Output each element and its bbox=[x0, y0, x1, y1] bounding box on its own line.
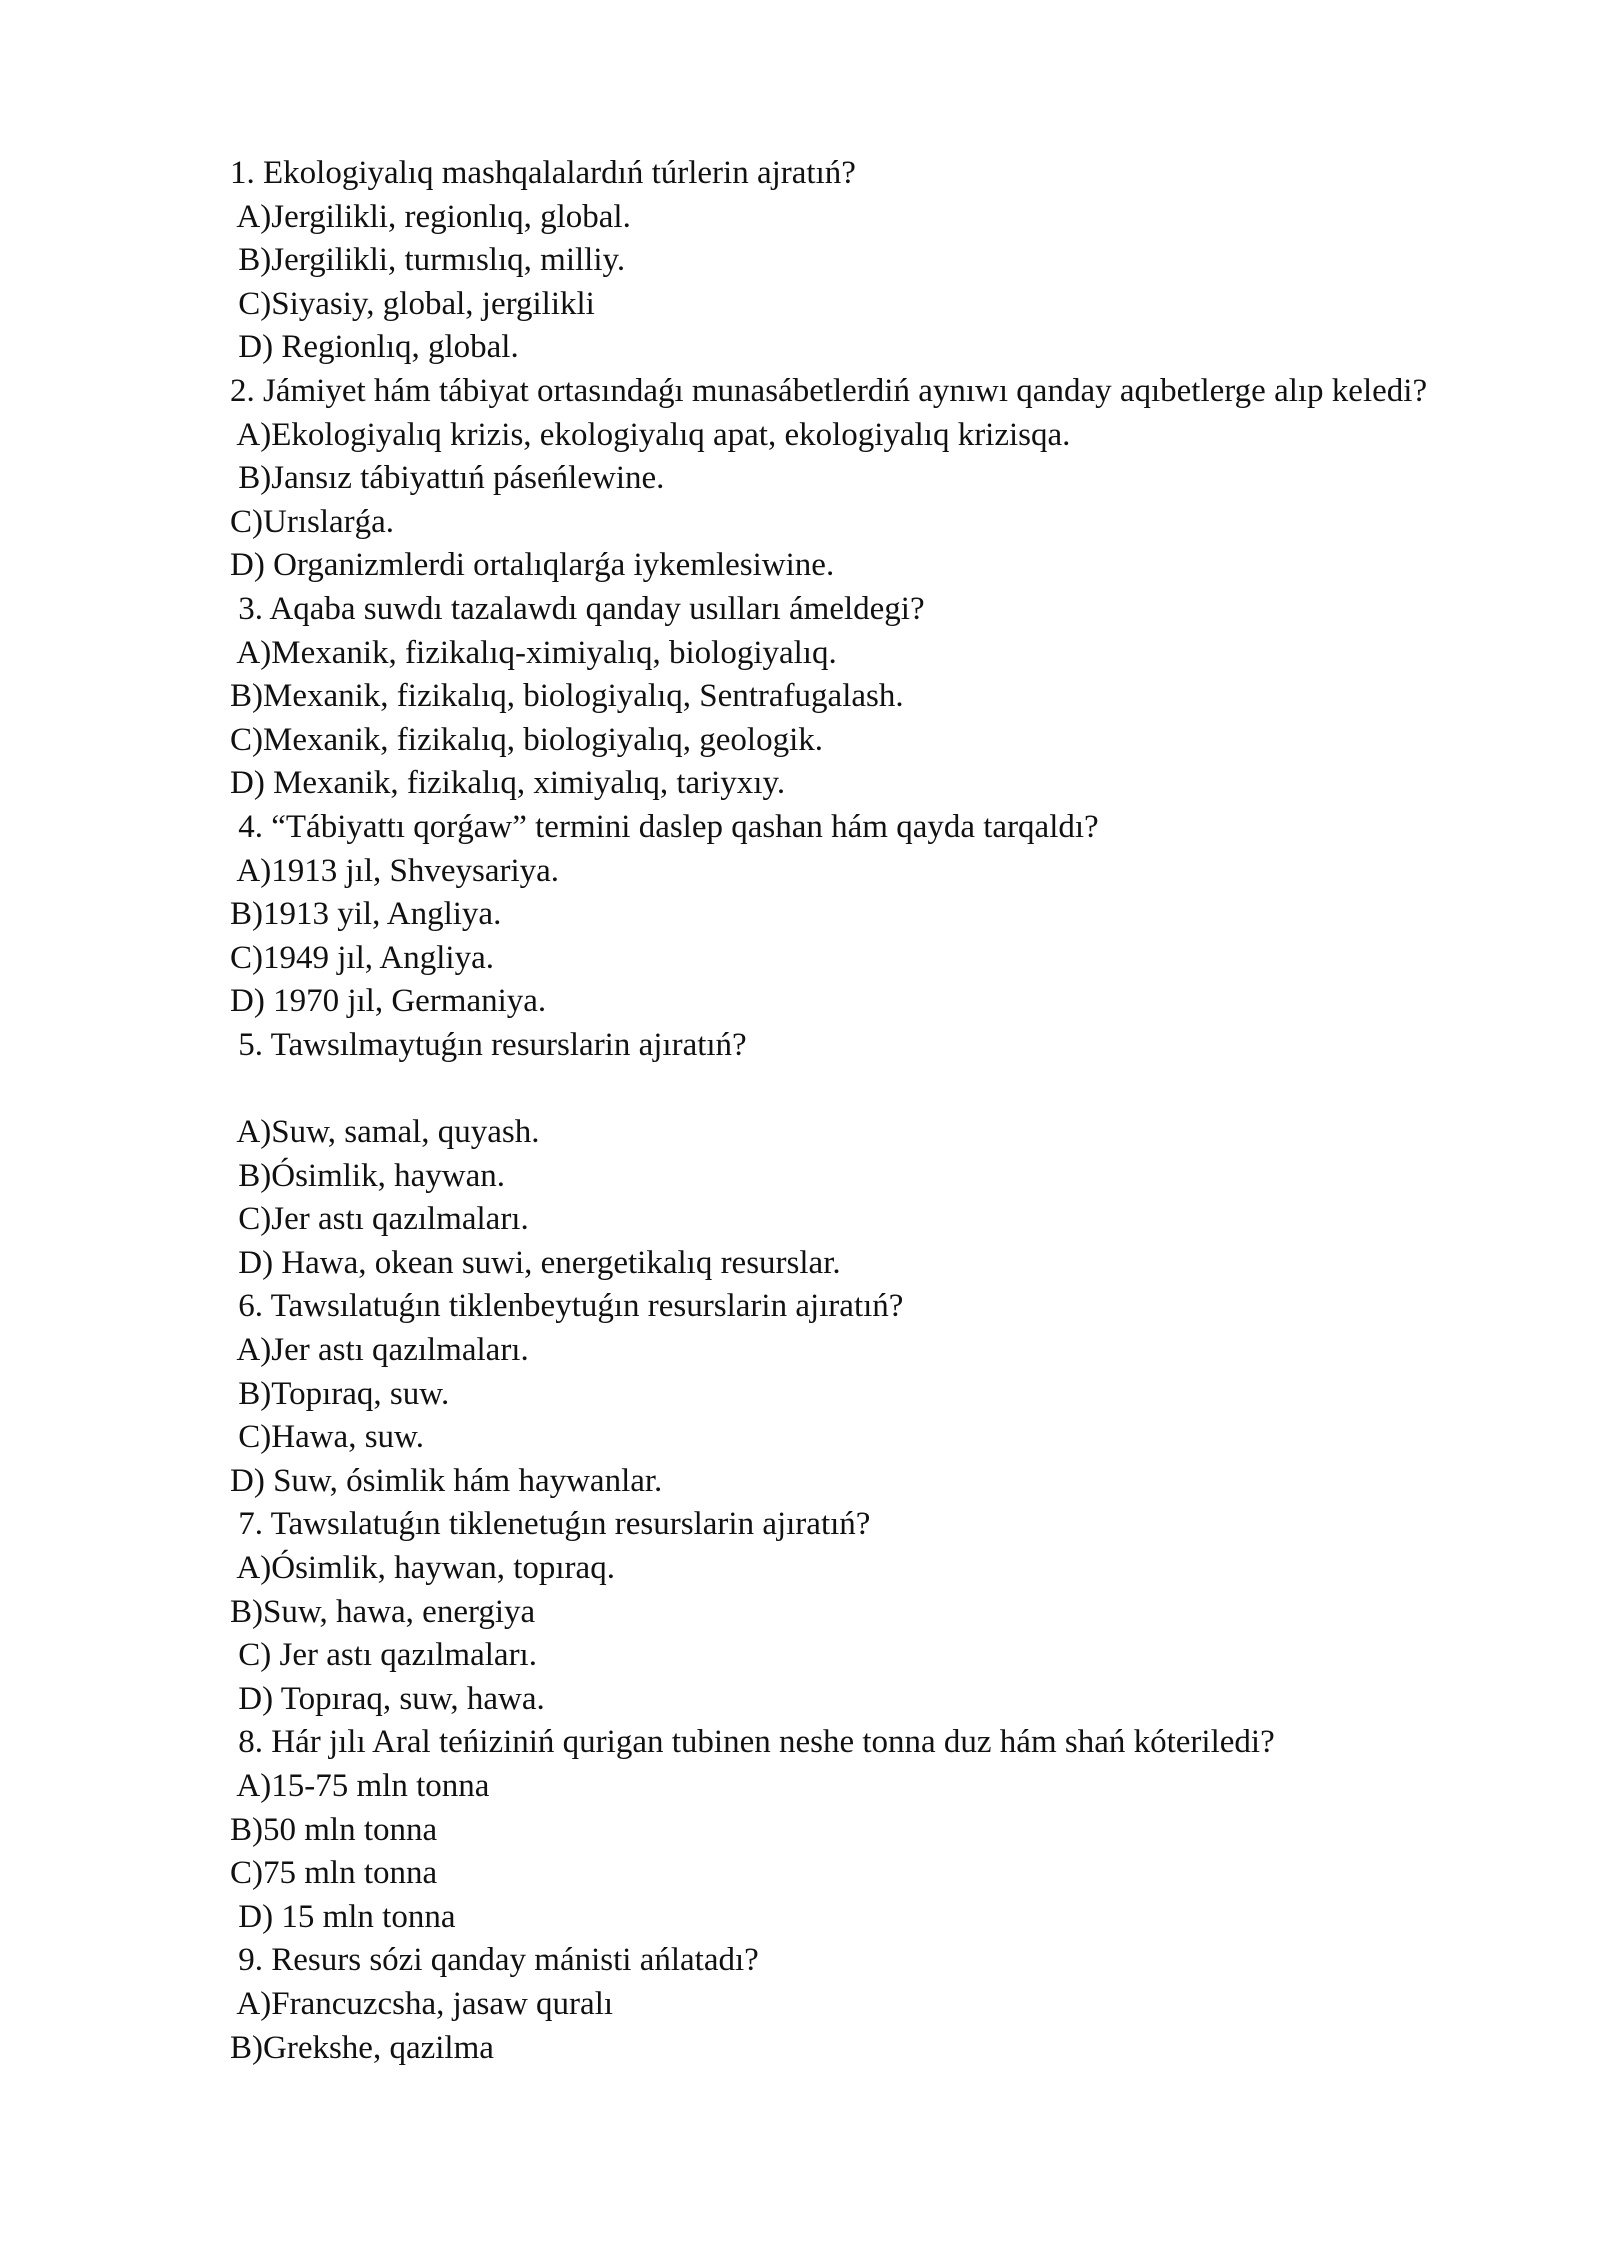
document-line: D) 15 mln tonna bbox=[230, 1898, 456, 1935]
document-line: A)15-75 mln tonna bbox=[230, 1767, 490, 1804]
document-line: 1. Ekologiyalıq mashqalalardıń túrlerin ajratıń? bbox=[230, 155, 856, 191]
document-line: A)Ekologiyalıq krizis, ekologiyalıq apat, ekologiyalıq krizisqa. bbox=[230, 416, 1071, 453]
document-line: B)Jansız tábiyattıń páseńlewine. bbox=[230, 460, 665, 497]
document-line: B)50 mln tonna bbox=[230, 1811, 438, 1848]
document-line: 5. Tawsılmaytuǵın resurslarin ajıratıń? bbox=[230, 1026, 747, 1063]
document-line: 6. Tawsılatuǵın tiklenbeytuǵın resurslarin ajıratıń? bbox=[230, 1288, 904, 1325]
document-line: D) 1970 jıl, Germaniya. bbox=[230, 983, 547, 1020]
document-line: D) Mexanik, fizikalıq, ximiyalıq, tariyxıy. bbox=[230, 765, 786, 802]
document-line: 8. Hár jılı Aral teńiziniń qurigan tubinen neshe tonna duz hám shań kóteriledi? bbox=[230, 1724, 1275, 1761]
document-line: D) Hawa, okean suwi, energetikalıq resurslar. bbox=[230, 1244, 841, 1281]
document-line: A)Jergilikli, regionlıq, global. bbox=[230, 198, 631, 235]
document-line: C)1949 jıl, Angliya. bbox=[230, 939, 494, 976]
document-line: B)Topıraq, suw. bbox=[230, 1375, 450, 1412]
document-line: D) Organizmlerdi ortalıqlarǵa iykemlesiwine. bbox=[230, 547, 835, 584]
blank-line bbox=[230, 1067, 1530, 1111]
document-line: B)Suw, hawa, energiya bbox=[230, 1593, 536, 1630]
document-line: B)Jergilikli, turmıslıq, milliy. bbox=[230, 242, 626, 279]
document-line: 9. Resurs sózi qanday mánisti ańlatadı? bbox=[230, 1942, 759, 1979]
document-line: D) Topıraq, suw, hawa. bbox=[230, 1680, 545, 1717]
document-line: A)1913 jıl, Shveysariya. bbox=[230, 852, 560, 889]
document-line: B)1913 yil, Angliya. bbox=[230, 896, 502, 933]
document-line: A)Suw, samal, quyash. bbox=[230, 1114, 540, 1151]
document-line: B)Mexanik, fizikalıq, biologiyalıq, Sentrafugalash. bbox=[230, 678, 904, 715]
document-line: A)Mexanik, fizikalıq-ximiyalıq, biologiyalıq. bbox=[230, 634, 837, 671]
document-line: D) Suw, ósimlik hám haywanlar. bbox=[230, 1462, 663, 1499]
document-line: D) Regionlıq, global. bbox=[230, 329, 519, 366]
document-line: B)Grekshe, qazilma bbox=[230, 2029, 494, 2066]
document-line: C)Hawa, suw. bbox=[230, 1419, 424, 1456]
document-line: A)Jer astı qazılmaları. bbox=[230, 1332, 529, 1369]
document-line: 2. Jámiyet hám tábiyat ortasındaǵı munasábetlerdiń aynıwı qanday aqıbetlerge alıp keledi? bbox=[230, 372, 1428, 409]
document-line: 4. “Tábiyattı qorǵaw” termini daslep qashan hám qayda tarqaldı? bbox=[230, 808, 1099, 845]
document-line: B)Ósimlik, haywan. bbox=[230, 1157, 505, 1194]
document-line: A)Francuzcsha, jasaw quralı bbox=[230, 1985, 614, 2022]
document-line: C)75 mln tonna bbox=[230, 1855, 438, 1892]
document-line: C)Mexanik, fizikalıq, biologiyalıq, geologik. bbox=[230, 721, 823, 758]
document-line: A)Ósimlik, haywan, topıraq. bbox=[230, 1550, 615, 1586]
document-body bbox=[230, 152, 1530, 2070]
document-line: 7. Tawsılatuǵın tiklenetuǵın resurslarin ajıratıń? bbox=[230, 1506, 871, 1543]
document-line: C) Jer astı qazılmaları. bbox=[230, 1637, 537, 1674]
document-line: C)Siyasiy, global, jergilikli bbox=[230, 285, 595, 322]
document-line: C)Urıslarǵa. bbox=[230, 503, 395, 540]
document-line: C)Jer astı qazılmaları. bbox=[230, 1201, 529, 1238]
document-line: 3. Aqaba suwdı tazalawdı qanday usılları ámeldegi? bbox=[230, 590, 925, 627]
